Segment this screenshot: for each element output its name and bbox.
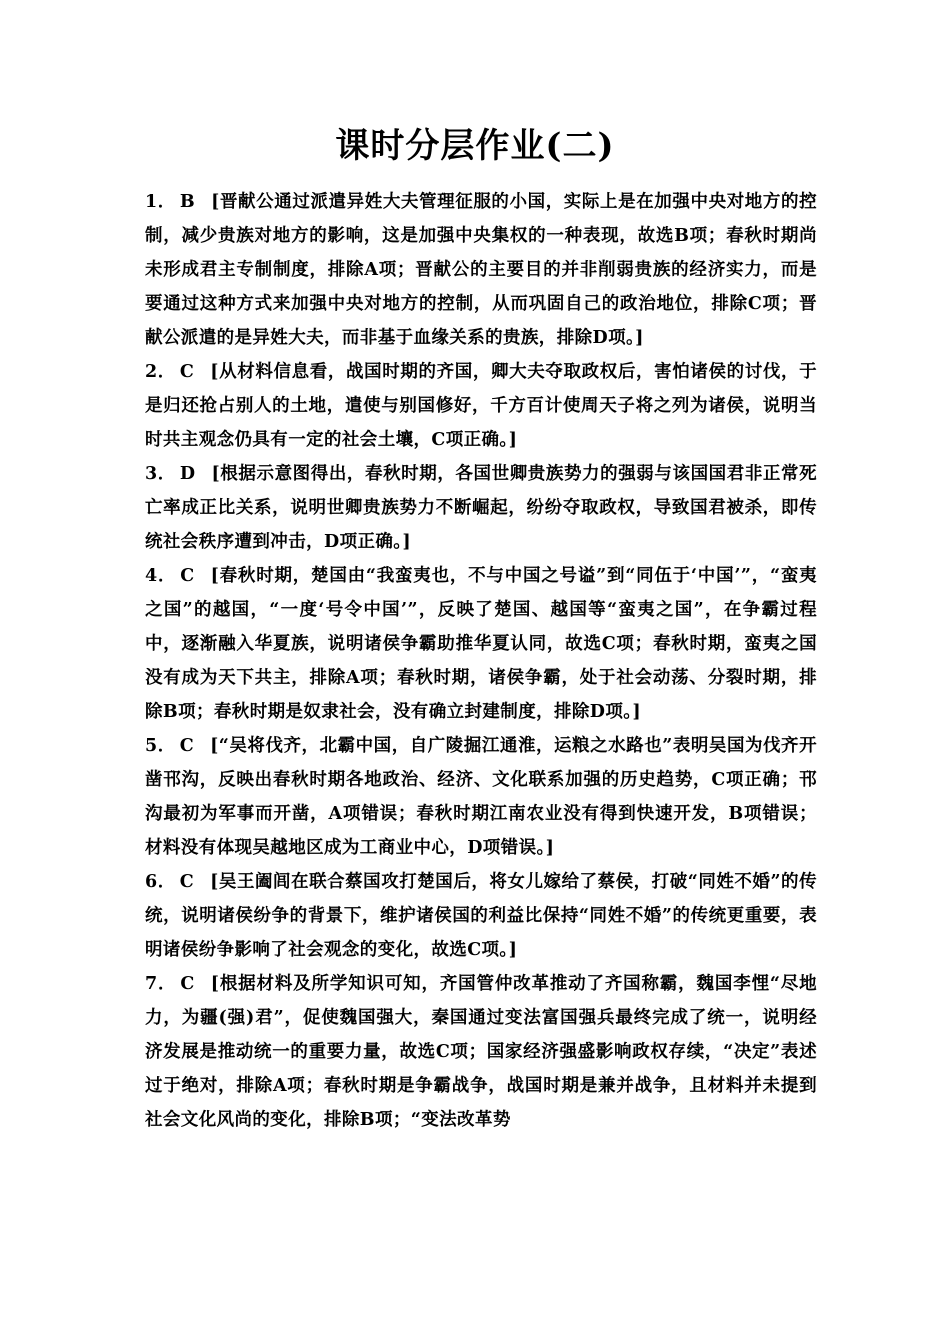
answer-item-6 [145,865,817,967]
answer-number: 3． [145,464,176,484]
answer-number: 1． [145,192,176,212]
answer-list [145,185,817,1137]
answer-explanation: [晋献公通过派遣异姓大夫管理征服的小国，实际上是在加强中央对地方的控制，减少贵族对地方的影响，这是加强中央集权的一种表现，故选B项；春秋时期尚未形成君主专制制度，排除A项；晋献公的主要目的并非削弱贵族的经济实力，而是要通过这种方式来加强中央对地方的控制，从而巩固自己的政治地位，排除C项；晋献公派遣的是异姓大夫，而非基于血缘关系的贵族，排除D项。] [145,192,817,348]
answer-letter: C [180,566,195,586]
answer-letter: C [179,362,195,382]
answer-explanation: [从材料信息看，战国时期的齐国，卿大夫夺取政权后，害怕诸侯的讨伐，于是归还抢占别人的土地，遣使与别国修好，千方百计使周天子将之列为诸侯，说明当时共主观念仍具有一定的社会土壤，C项正确。] [145,362,817,450]
answer-item-7 [145,967,817,1137]
answer-letter: B [179,192,196,212]
answer-explanation: [“吴将伐齐，北霸中国，自广陵掘江通淮，运粮之水路也”表明吴国为伐齐开凿邗沟，反映出春秋时期各地政治、经济、文化联系加强的历史趋势，C项正确；邗沟最初为军事而开凿，A项错误；春秋时期江南农业没有得到快速开发，B项错误；材料没有体现吴越地区成为工商业中心，D项错误。] [145,736,817,858]
page-title: 课时分层作业(二) [335,126,615,166]
answer-item-2 [145,355,817,457]
answer-number: 5． [145,736,176,756]
answer-item-4 [145,559,817,729]
answer-letter: C [180,974,195,994]
answer-item-5 [145,729,817,865]
answer-letter: D [179,464,196,484]
answer-number: 4． [145,566,177,586]
answer-explanation: [春秋时期，楚国由“我蛮夷也，不与中国之号谥”到“同伍于‘中国’”，“蛮夷之国”的越国，“一度‘号令中国’”，反映了楚国、越国等“蛮夷之国”，在争霸过程中，逐渐融入华夏族，说明诸侯争霸助推华夏认同，故选C项；春秋时期，蛮夷之国没有成为天下共主，排除A项；春秋时期，诸侯争霸，处于社会动荡、分裂时期，排除B项；春秋时期是奴隶社会，没有确立封建制度，排除D项。] [145,566,818,722]
answer-explanation: [根据示意图得出，春秋时期，各国世卿贵族势力的强弱与该国国君非正常死亡率成正比关系，说明世卿贵族势力不断崛起，纷纷夺取政权，导致国君被杀，即传统社会秩序遭到冲击，D项正确。] [145,464,817,552]
answer-item-3 [145,457,817,559]
answer-number: 2． [145,362,176,382]
answer-letter: C [179,872,195,892]
answer-item-1 [145,185,817,355]
answer-explanation: [根据材料及所学知识可知，齐国管仲改革推动了齐国称霸，魏国李悝“尽地力，为疆(强)君”，促使魏国强大，秦国通过变法富国强兵最终完成了统一，说明经济发展是推动统一的重要力量，故选C项；国家经济强盛影响政权存续，“决定”表述过于绝对，排除A项；春秋时期是争霸战争，战国时期是兼并战争，且材料并未提到社会文化风尚的变化，排除B项；“变法改革势 [145,974,817,1130]
answer-number: 7． [145,974,177,994]
answer-letter: C [179,736,195,756]
answer-number: 6． [145,872,176,892]
answer-explanation: [吴王阖闾在联合蔡国攻打楚国后，将女儿嫁给了蔡侯，打破“同姓不婚”的传统，说明诸侯纷争的背景下，维护诸侯国的利益比保持“同姓不婚”的传统更重要，表明诸侯纷争影响了社会观念的变化，故选C项。] [145,872,817,960]
